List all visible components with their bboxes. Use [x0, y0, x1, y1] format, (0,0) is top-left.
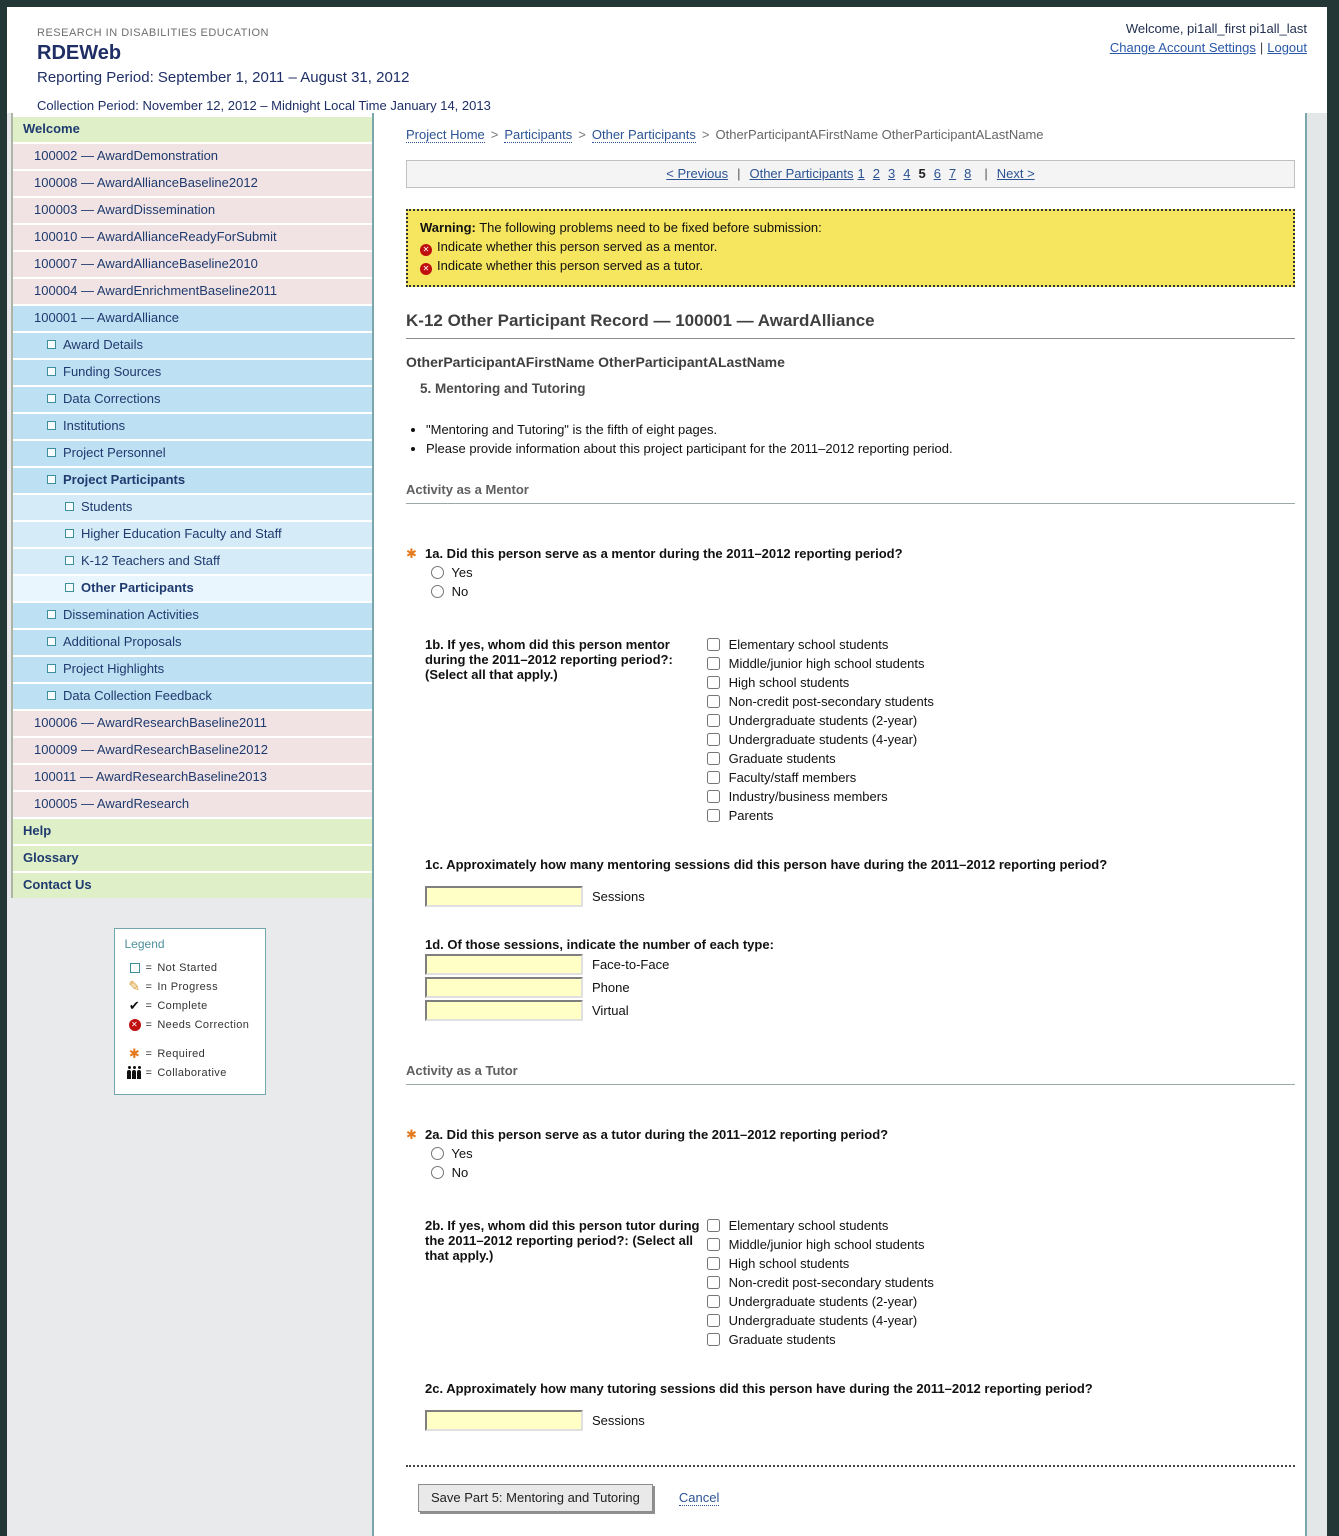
mentor-audience-label: Graduate students [728, 751, 836, 766]
tutor-audience-label: Graduate students [728, 1332, 836, 1347]
session-type-row [425, 954, 1295, 975]
collection-period: Collection Period: November 12, 2012 – Midnight Local Time January 14, 2013 [37, 98, 491, 113]
scrollbar-track[interactable] [1307, 113, 1327, 1536]
page-title: K-12 Other Participant Record — 100001 — AwardAlliance [406, 311, 1295, 339]
page-number[interactable]: 6 [933, 166, 941, 181]
question-1b-options [707, 637, 934, 827]
tutor-no-radio[interactable] [431, 1166, 444, 1179]
tutor-audience-label: Middle/junior high school students [728, 1237, 925, 1252]
question-2b-label: 2b. If yes, whom did this person tutor during the 2011–2012 reporting period?: (Select all that apply.) [425, 1218, 700, 1263]
mentor-audience-label: Undergraduate students (4-year) [728, 732, 918, 747]
warning-error-item [420, 256, 1281, 275]
question-1a-label: 1a. Did this person serve as a mentor during the 2011–2012 reporting period? [425, 546, 903, 561]
change-account-settings-link[interactable]: Change Account Settings [1109, 40, 1256, 55]
legend-item [125, 1015, 257, 1034]
question-1a-options [431, 565, 1295, 603]
previous-page-link[interactable]: < Previous [666, 166, 729, 181]
save-part5-button[interactable]: Save Part 5: Mentoring and Tutoring [418, 1484, 653, 1512]
sidebar-item[interactable]: Students [13, 495, 372, 520]
mentor-no-label: No [451, 584, 469, 599]
sidebar-item[interactable]: Other Participants [13, 576, 372, 601]
status-not-started-icon [47, 340, 56, 349]
breadcrumb-project-home-link[interactable]: Project Home [406, 127, 485, 142]
mentor-section-header: Activity as a Mentor [406, 482, 1295, 504]
sidebar-item[interactable]: 100007 — AwardAllianceBaseline2010 [13, 252, 372, 277]
mentor-audience-option[interactable] [707, 751, 934, 770]
tutor-no-label: No [451, 1165, 469, 1180]
mentor-audience-checkbox[interactable] [707, 657, 720, 670]
breadcrumb-other-participants-link[interactable]: Other Participants [591, 127, 696, 142]
sidebar-item[interactable]: 100006 — AwardResearchBaseline2011 [13, 711, 372, 736]
warning-box [406, 209, 1295, 287]
required-icon [129, 1046, 140, 1062]
mentor-audience-label: Middle/junior high school students [728, 656, 925, 671]
sidebar-item[interactable]: 100004 — AwardEnrichmentBaseline2011 [13, 279, 372, 304]
complete-icon [129, 998, 140, 1014]
breadcrumb-participants-link[interactable]: Participants [504, 127, 573, 142]
tutor-audience-label: Undergraduate students (4-year) [728, 1313, 918, 1328]
sidebar-item[interactable]: Funding Sources [13, 360, 372, 385]
sidebar-item[interactable]: 100010 — AwardAllianceReadyForSubmit [13, 225, 372, 250]
status-not-started-icon [47, 421, 56, 430]
page-number[interactable]: 8 [964, 166, 972, 181]
mentor-audience-checkbox[interactable] [707, 809, 720, 822]
tutor-audience-checkbox[interactable] [707, 1276, 720, 1289]
org-label: RESEARCH IN DISABILITIES EDUCATION [37, 27, 269, 39]
question-2c-label: 2c. Approximately how many tutoring sessions did this person have during the 2011–2012 reporting period? [425, 1381, 1093, 1396]
question-1c-label: 1c. Approximately how many mentoring sessions did this person have during the 2011–2012 reporting period? [425, 857, 1108, 872]
sidebar-item[interactable]: 100011 — AwardResearchBaseline2013 [13, 765, 372, 790]
reporting-period: Reporting Period: September 1, 2011 – August 31, 2012 [37, 69, 410, 86]
mentor-audience-label: Undergraduate students (2-year) [728, 713, 918, 728]
legend-item-label: In Progress [157, 980, 218, 993]
pager-separator: | [737, 166, 741, 181]
tutor-audience-checkbox[interactable] [707, 1257, 720, 1270]
sidebar-item[interactable]: Additional Proposals [13, 630, 372, 655]
equals-sign: = [145, 961, 153, 974]
sidebar-item[interactable]: 100001 — AwardAlliance [13, 306, 372, 331]
tutor-audience-label: Non-credit post-secondary students [728, 1275, 934, 1290]
tutor-audience-checkbox[interactable] [707, 1295, 720, 1308]
app-title: RDEWeb [37, 42, 122, 64]
mentor-audience-checkbox[interactable] [707, 790, 720, 803]
tutor-audience-option[interactable] [707, 1237, 934, 1256]
question-2a-options [431, 1146, 1295, 1184]
warning-intro: The following problems need to be fixed before submission: [479, 220, 822, 235]
sidebar-item[interactable]: 100002 — AwardDemonstration [13, 144, 372, 169]
collaborative-icon [127, 1066, 142, 1079]
legend-item [125, 958, 257, 977]
other-participants-pager-link[interactable]: Other Participants [749, 166, 854, 181]
breadcrumb-separator: > [490, 127, 499, 142]
tutor-audience-option[interactable] [707, 1218, 934, 1237]
link-separator: | [1259, 40, 1264, 55]
tutor-audience-option[interactable] [707, 1275, 934, 1294]
page-number[interactable]: 2 [872, 166, 880, 181]
tutor-audience-option[interactable] [707, 1332, 934, 1351]
pager-numbers [854, 166, 976, 181]
error-icon [420, 263, 432, 275]
status-not-started-icon [65, 529, 74, 538]
status-not-started-icon [47, 637, 56, 646]
mentor-audience-label: Parents [728, 808, 774, 823]
equals-sign: = [145, 1066, 153, 1079]
legend-list [125, 958, 257, 1082]
participant-name: OtherParticipantAFirstName OtherParticipantALastName [406, 354, 785, 370]
breadcrumb-current: OtherParticipantAFirstName OtherParticipantALastName [715, 127, 1044, 142]
warning-error-list [420, 237, 1281, 275]
mentor-audience-checkbox[interactable] [707, 771, 720, 784]
mentor-audience-option[interactable] [707, 694, 934, 713]
legend-item-label: Collaborative [157, 1066, 227, 1079]
mentor-audience-option[interactable] [707, 732, 934, 751]
intro-bullet: • "Mentoring and Tutoring" is the fifth of eight pages. [426, 422, 1295, 437]
page-number[interactable]: 7 [948, 166, 957, 181]
session-type-label: Virtual [592, 1003, 629, 1018]
legend-item-label: Complete [157, 999, 208, 1012]
pager-separator: | [984, 166, 988, 181]
mentor-no-option[interactable] [431, 584, 1295, 603]
tutor-audience-label: High school students [728, 1256, 850, 1271]
intro-bullets [406, 422, 1295, 456]
tutor-yes-option[interactable] [431, 1146, 1295, 1165]
equals-sign: = [145, 999, 153, 1012]
sidebar-item[interactable]: Glossary [13, 846, 372, 871]
required-icon: ✱ [406, 1127, 417, 1142]
status-not-started-icon [65, 583, 74, 592]
legend-item [125, 1063, 257, 1082]
sidebar-item[interactable]: Higher Education Faculty and Staff [13, 522, 372, 547]
mentor-audience-option[interactable] [707, 770, 934, 789]
sidebar-item[interactable]: 100008 — AwardAllianceBaseline2012 [13, 171, 372, 196]
page-header [7, 7, 1327, 113]
question-2a-label: 2a. Did this person serve as a tutor during the 2011–2012 reporting period? [425, 1127, 889, 1142]
breadcrumb-separator: > [701, 127, 710, 142]
status-not-started-icon [47, 664, 56, 673]
sidebar-item[interactable]: Institutions [13, 414, 372, 439]
session-type-row [425, 1000, 1295, 1021]
tutor-audience-checkbox[interactable] [707, 1333, 720, 1346]
status-not-started-icon [47, 367, 56, 376]
sidebar [7, 113, 372, 1536]
app-window [7, 7, 1327, 1505]
mentor-audience-label: Faculty/staff members [728, 770, 857, 785]
sidebar-item[interactable]: 100003 — AwardDissemination [13, 198, 372, 223]
mentor-audience-label: Non-credit post-secondary students [728, 694, 934, 709]
legend-title: Legend [124, 937, 165, 951]
page-number[interactable]: 5 [918, 166, 926, 181]
mentor-no-radio[interactable] [431, 585, 444, 598]
status-not-started-icon [47, 691, 56, 700]
legend-item-label: Not Started [157, 961, 218, 974]
error-icon [420, 244, 432, 256]
mentor-audience-option[interactable] [707, 713, 934, 732]
session-type-rows [425, 954, 1295, 1021]
session-type-input[interactable] [425, 954, 583, 975]
tutoring-sessions-input[interactable] [425, 1410, 583, 1431]
legend-item [125, 1044, 257, 1063]
sidebar-item[interactable]: Data Collection Feedback [13, 684, 372, 709]
mentor-audience-label: High school students [728, 675, 850, 690]
session-type-row [425, 977, 1295, 998]
mentor-audience-checkbox[interactable] [707, 695, 720, 708]
session-type-input[interactable] [425, 977, 583, 998]
mentor-audience-option[interactable] [707, 656, 934, 675]
tutor-yes-label: Yes [451, 1146, 473, 1161]
sidebar-item[interactable]: Welcome [13, 117, 372, 142]
mentor-audience-checkbox[interactable] [707, 714, 720, 727]
sidebar-item[interactable]: Contact Us [13, 873, 372, 898]
question-1b-label: 1b. If yes, whom did this person mentor during the 2011–2012 reporting period?: (Select all that apply.) [425, 637, 673, 682]
session-type-label: Face-to-Face [592, 957, 670, 972]
tutor-audience-checkbox[interactable] [707, 1238, 720, 1251]
legend-item [125, 977, 257, 996]
mentor-yes-option[interactable] [431, 565, 1295, 584]
session-type-label: Phone [592, 980, 630, 995]
tutor-yes-radio[interactable] [431, 1147, 444, 1160]
warning-error-text: Indicate whether this person served as a tutor. [437, 258, 703, 273]
welcome-text: Welcome, pi1all_first pi1all_last [1125, 21, 1307, 36]
sidebar-item[interactable]: Project Personnel [13, 441, 372, 466]
tutor-audience-label: Undergraduate students (2-year) [728, 1294, 918, 1309]
tutor-section-header: Activity as a Tutor [406, 1063, 1295, 1085]
warning-error-item [420, 237, 1281, 256]
tutor-audience-option[interactable] [707, 1256, 934, 1275]
tutor-audience-checkbox[interactable] [707, 1314, 720, 1327]
mentoring-sessions-input[interactable] [425, 886, 583, 907]
legend-box [114, 928, 266, 1095]
in-progress-icon [128, 978, 140, 995]
mentor-audience-option[interactable] [707, 675, 934, 694]
required-icon: ✱ [406, 546, 417, 561]
warning-error-text: Indicate whether this person served as a mentor. [437, 239, 718, 254]
sidebar-item[interactable]: K-12 Teachers and Staff [13, 549, 372, 574]
main-content [372, 113, 1307, 1536]
question-2b-options [707, 1218, 934, 1351]
not-started-icon [130, 963, 140, 973]
sessions-unit-label: Sessions [592, 1413, 645, 1428]
logout-link[interactable]: Logout [1267, 40, 1307, 55]
pager-bar [406, 160, 1295, 188]
status-not-started-icon [47, 610, 56, 619]
status-not-started-icon [47, 394, 56, 403]
mentor-audience-label: Industry/business members [728, 789, 888, 804]
mentor-audience-label: Elementary school students [728, 637, 889, 652]
page-number[interactable]: 1 [857, 166, 865, 181]
tutor-audience-label: Elementary school students [728, 1218, 889, 1233]
breadcrumb [406, 127, 1295, 142]
needs-correction-icon [129, 1019, 141, 1031]
mentor-audience-checkbox[interactable] [707, 676, 720, 689]
part-title: 5. Mentoring and Tutoring [420, 381, 586, 396]
status-not-started-icon [65, 556, 74, 565]
page-number[interactable]: 3 [887, 166, 896, 181]
equals-sign: = [145, 1018, 153, 1031]
legend-item-label: Needs Correction [157, 1018, 250, 1031]
breadcrumb-separator: > [578, 127, 586, 142]
mentor-audience-checkbox[interactable] [707, 752, 720, 765]
mentor-yes-label: Yes [451, 565, 473, 580]
cancel-link[interactable]: Cancel [678, 1490, 720, 1505]
question-1d-label: 1d. Of those sessions, indicate the number of each type: [425, 937, 774, 952]
status-not-started-icon [47, 475, 56, 484]
sidebar-item[interactable]: Dissemination Activities [13, 603, 372, 628]
warning-title: Warning: [420, 220, 476, 235]
tutor-audience-option[interactable] [707, 1313, 934, 1332]
equals-sign: = [145, 1047, 153, 1060]
status-not-started-icon [65, 502, 74, 511]
sidebar-item[interactable]: 100009 — AwardResearchBaseline2012 [13, 738, 372, 763]
mentor-audience-checkbox[interactable] [707, 638, 720, 651]
mentor-audience-option[interactable] [707, 808, 934, 827]
tutor-audience-checkbox[interactable] [707, 1219, 720, 1232]
mentor-audience-checkbox[interactable] [707, 733, 720, 746]
sidebar-item[interactable]: Project Participants [13, 468, 372, 493]
legend-item [125, 996, 257, 1015]
intro-bullet: • Please provide information about this project participant for the 2011–2012 reporting period. [426, 441, 1295, 456]
mentor-audience-option[interactable] [707, 637, 934, 656]
sidebar-item[interactable]: Award Details [13, 333, 372, 358]
sidebar-item[interactable]: Project Highlights [13, 657, 372, 682]
page-number[interactable]: 4 [903, 166, 911, 181]
sidebar-item[interactable]: 100005 — AwardResearch [13, 792, 372, 817]
mentor-audience-option[interactable] [707, 789, 934, 808]
form-divider [406, 1465, 1295, 1467]
sidebar-nav [11, 113, 372, 898]
status-not-started-icon [47, 448, 56, 457]
sidebar-item[interactable]: Help [13, 819, 372, 844]
mentor-yes-radio[interactable] [431, 566, 444, 579]
equals-sign: = [145, 980, 153, 993]
sessions-unit-label: Sessions [592, 889, 645, 904]
legend-item-label: Required [157, 1047, 206, 1060]
session-type-input[interactable] [425, 1000, 583, 1021]
tutor-no-option[interactable] [431, 1165, 1295, 1184]
next-page-link[interactable]: Next > [996, 166, 1035, 181]
tutor-audience-option[interactable] [707, 1294, 934, 1313]
sidebar-item[interactable]: Data Corrections [13, 387, 372, 412]
